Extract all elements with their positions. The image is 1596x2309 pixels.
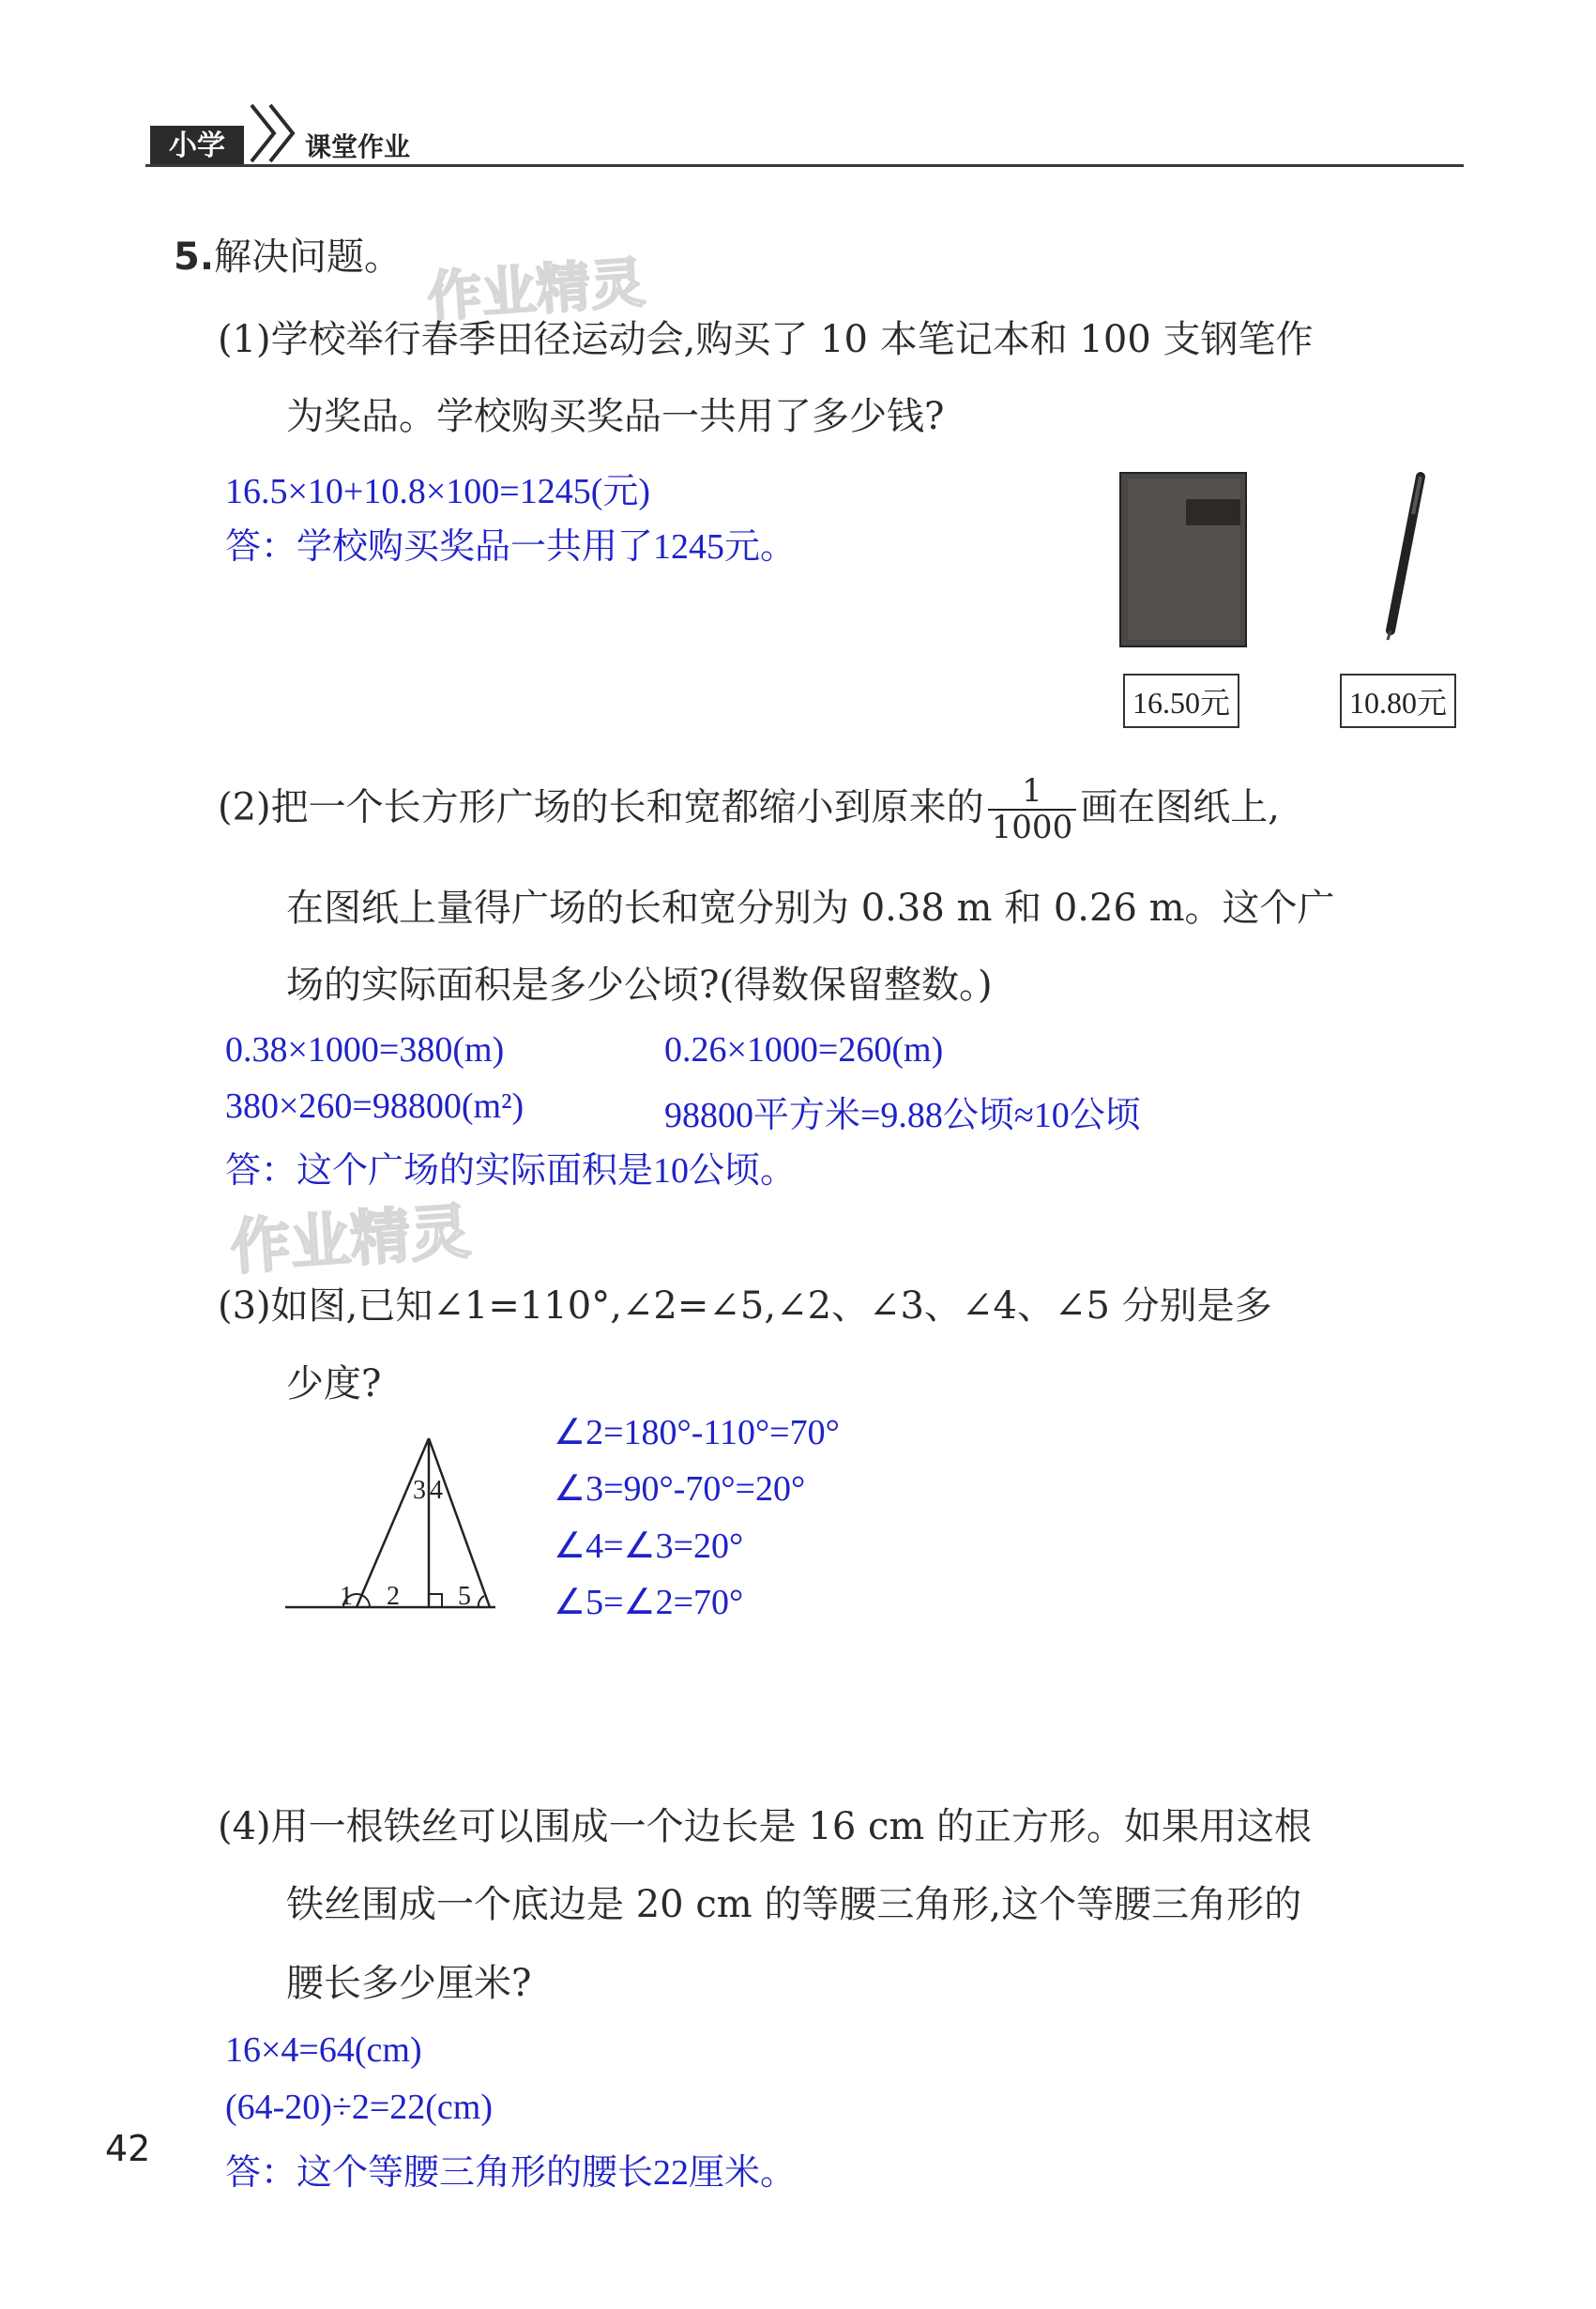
q2-answer-line2: 0.26×1000=260(m) [664,1030,944,1070]
q1-answer-line1: 16.5×10+10.8×100=1245(元) [225,472,651,511]
q3-answer-line3: ∠4=∠3=20° [554,1527,744,1566]
q2-line3: 场的实际面积是多少公顷?(得数保留整数。) [286,964,993,1007]
q1-line1: (1)学校举行春季田径运动会,购买了 10 本笔记本和 100 支钢笔作 [218,318,1314,361]
q2-answer-line3: 380×260=98800(m²) [225,1086,524,1126]
q4-line1: (4)用一根铁丝可以围成一个边长是 16 cm 的正方形。如果用这根 [218,1805,1313,1848]
q2-line1 [218,774,1280,846]
fraction-denominator: 1000 [991,809,1073,847]
q2-answer-line5: 答：这个广场的实际面积是10公顷。 [225,1151,797,1191]
pen-price-tag: 10.80元 [1340,674,1456,728]
notebook-price-tag: 16.50元 [1123,674,1239,728]
section-title [174,227,402,281]
q4-line3: 腰长多少厘米? [286,1962,532,2005]
header-level-tag: 小学 [150,126,244,167]
q3-answer-line2: ∠3=90°-70°=20° [554,1469,806,1509]
watermark-top: 作业精灵 [425,250,647,329]
triangle-figure [281,1431,497,1618]
fraction-one-thousandth [988,774,1077,846]
q3-answer-line1: ∠2=180°-110°=70° [554,1413,840,1452]
q1-line2: 为奖品。学校购买奖品一共用了多少钱? [286,395,945,438]
q1-answer-line2: 答：学校购买奖品一共用了1245元。 [225,527,797,567]
angle-label-1: 1 [340,1582,353,1611]
q2-line1-text-a: (2)把一个长方形广场的长和宽都缩小到原来的 [218,785,984,829]
q2-answer-line4: 98800平方米=9.88公顷≈10公顷 [664,1096,1141,1135]
q2-line1-text-b: 画在图纸上, [1080,785,1280,829]
notebook-image [1118,471,1250,649]
q3-answer-line4: ∠5=∠2=70° [554,1583,744,1622]
angle-label-4: 4 [430,1476,443,1505]
q2-answer-line1: 0.38×1000=380(m) [225,1030,505,1070]
q4-answer-line3: 答：这个等腰三角形的腰长22厘米。 [225,2153,797,2193]
pen-image [1377,471,1434,642]
section-title-text: 解决问题。 [214,235,403,279]
q3-line1: (3)如图,已知∠1=110°,∠2=∠5,∠2、∠3、∠4、∠5 分别是多 [218,1284,1272,1328]
header-title: 课堂作业 [305,131,411,162]
q4-line2: 铁丝围成一个底边是 20 cm 的等腰三角形,这个等腰三角形的 [286,1883,1302,1926]
q4-answer-line2: (64-20)÷2=22(cm) [225,2088,493,2127]
watermark-middle: 作业精灵 [228,1197,473,1284]
double-chevron-icon [246,99,302,167]
page-number: 42 [105,2128,151,2169]
section-number: 5. [174,235,215,279]
angle-label-3: 3 [413,1476,426,1505]
angle-label-5: 5 [458,1582,471,1611]
q2-line2: 在图纸上量得广场的长和宽分别为 0.38 m 和 0.26 m。这个广 [286,887,1335,930]
header-rule [145,164,1464,167]
q4-answer-line1: 16×4=64(cm) [225,2030,422,2070]
q3-line2: 少度? [286,1362,382,1405]
fraction-numerator: 1 [988,774,1077,811]
angle-label-2: 2 [387,1582,400,1611]
